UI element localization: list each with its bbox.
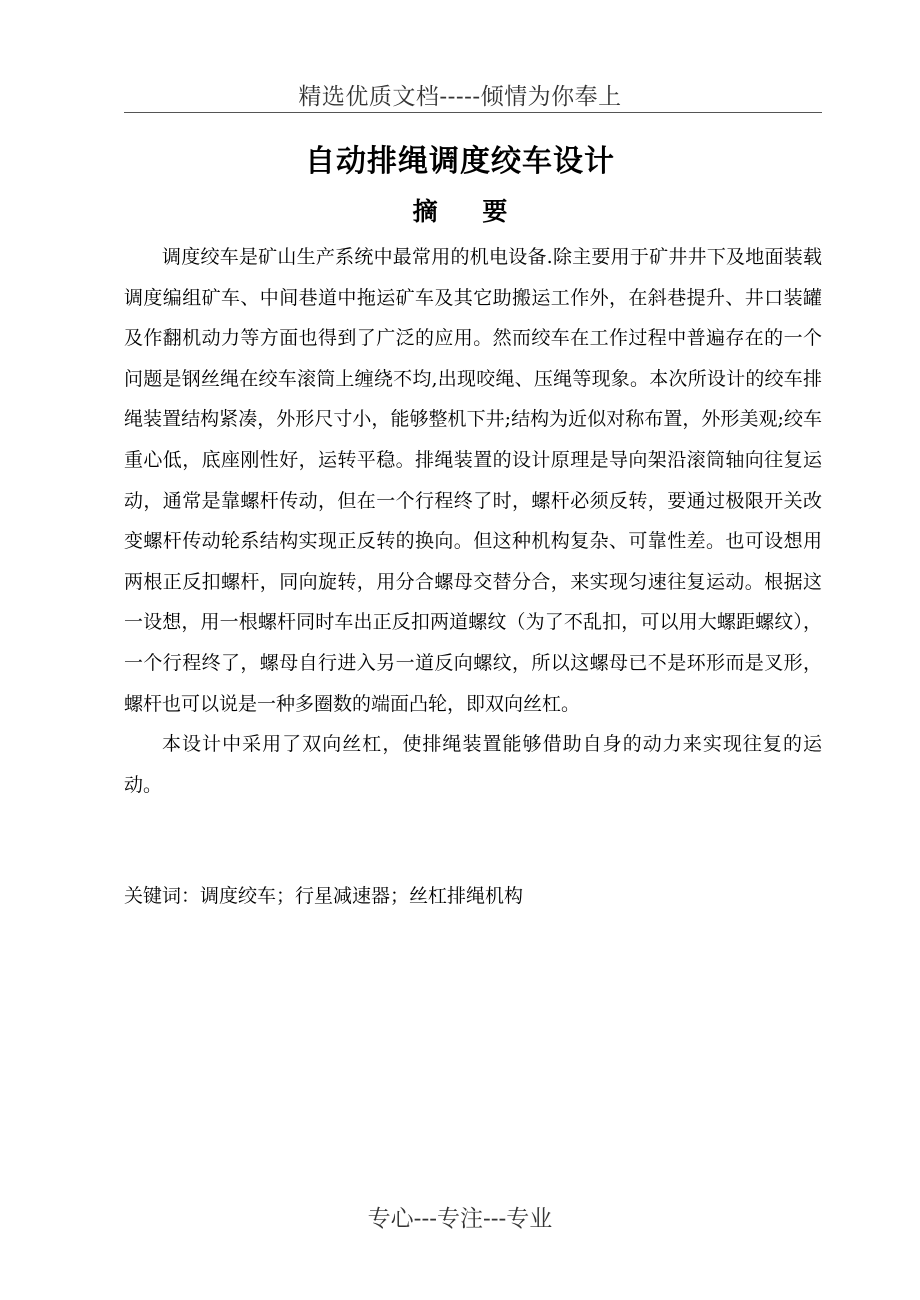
abstract-body (124, 237, 822, 805)
page-footer: 专心---专注---专业 (367, 1206, 553, 1232)
document-title: 自动排绳调度绞车设计 (305, 144, 615, 179)
header-divider (124, 112, 822, 113)
abstract-paragraph-1: 调度绞车是矿山生产系统中最常用的机电设备.除主要用于矿井井下及地面装载调度编组矿车、中间巷道中拖运矿车及其它助搬运工作外，在斜巷提升、井口装罐及作翻机动力等方面也得到了广泛的应用。然而绞车在工作过程中普遍存在的一个问题是钢丝绳在绞车滚筒上缠绕不均,出现咬绳、压绳等现象。本次所设计的绞车排绳装置结构紧凑，外形尺寸小，能够整机下井;结构为近似对称布置，外形美观;绞车重心低，底座刚性好，运转平稳。排绳装置的设计原理是导向架沿滚筒轴向往复运动，通常是靠螺杆传动，但在一个行程终了时，螺杆必须反转，要通过极限开关改变螺杆传动轮系结构实现正反转的换向。但这种机构复杂、可靠性差。也可设想用两根正反扣螺杆，同向旋转，用分合螺母交替分合，来实现匀速往复运动。根据这一设想，用一根螺杆同时车出正反扣两道螺纹（为了不乱扣，可以用大螺距螺纹），一个行程终了，螺母自行进入另一道反向螺纹，所以这螺母已不是环形而是叉形，螺杆也可以说是一种多圈数的端面凸轮，即双向丝杠。 (124, 246, 822, 715)
abstract-paragraph-2: 本设计中采用了双向丝杠，使排绳装置能够借助自身的动力来实现往复的运动。 (124, 733, 822, 796)
abstract-heading: 摘 要 (412, 197, 526, 226)
keywords-line: 关键词：调度绞车；行星减速器；丝杠排绳机构 (124, 885, 524, 907)
page-header: 精选优质文档-----倾情为你奉上 (298, 84, 622, 110)
